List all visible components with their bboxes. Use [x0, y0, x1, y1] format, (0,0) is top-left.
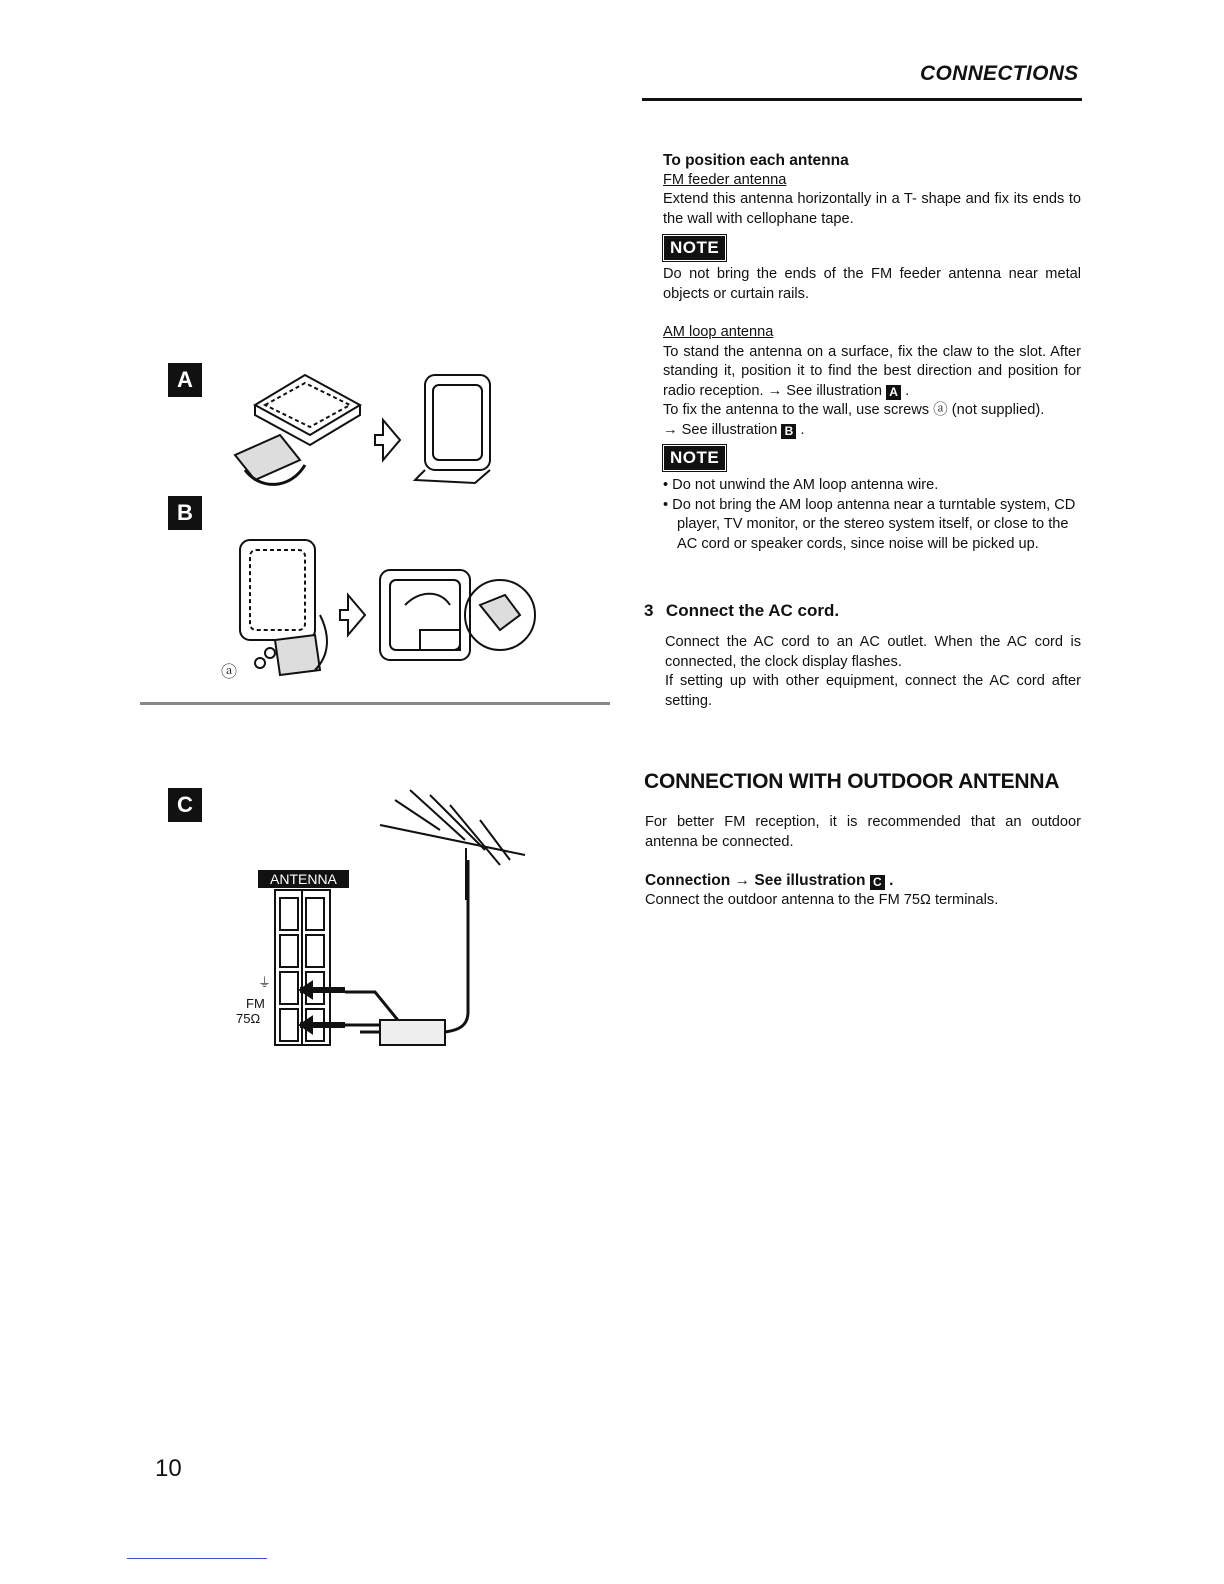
am-subheading: AM loop antenna — [663, 324, 774, 340]
note-2 — [663, 476, 1081, 554]
connection-label-text: Connection → See illustration — [645, 872, 866, 889]
step-number: 3 — [644, 601, 654, 620]
figure-divider — [140, 702, 610, 705]
connection-block — [645, 871, 1081, 910]
fm-text: Extend this antenna horizontally in a T- shape and fix its ends to the wall with cellophane tape. — [663, 191, 1081, 227]
ref-illustration-a: A — [886, 385, 901, 400]
step-3-body — [665, 633, 1081, 711]
note-label: NOTE — [664, 236, 725, 260]
note-2-list — [663, 476, 1081, 554]
footer-rule — [127, 1558, 267, 1559]
connection-label: Connection → See illustration C . — [645, 872, 894, 889]
note-badge-2 — [664, 446, 725, 470]
am-text-3: → See illustration B . — [663, 421, 805, 438]
connection-text: Connect the outdoor antenna to the FM 75Ω terminals. — [645, 891, 999, 908]
loop-antenna-base — [255, 375, 360, 435]
outdoor-intro-text: For better FM reception, it is recommended that an outdoor antenna be connected. — [645, 814, 1081, 850]
screw-marker: ⓐ — [221, 664, 238, 681]
position-section — [663, 151, 1081, 229]
am-text-3-body: → See illustration — [663, 421, 778, 438]
am-text-1: To stand the antenna on a surface, fix the claw to the slot. After standing it, position it to find the best direction and position for radio reception. → See illustration A . — [663, 343, 1081, 399]
step-3-text-2: If setting up with other equipment, connect the AC cord after setting. — [665, 673, 1081, 709]
step-3-text-1: Connect the AC cord to an AC outlet. When the AC cord is connected, the clock display flashes. — [665, 634, 1081, 670]
illustration-a — [220, 365, 510, 495]
fm-subheading: FM feeder antenna — [663, 171, 787, 188]
ground-symbol: ⏚ — [258, 975, 272, 990]
page-header-title: CONNECTIONS — [920, 62, 1079, 85]
fm-terminal-label: FM — [246, 996, 265, 1011]
position-heading: To position each antenna — [663, 152, 849, 169]
figure-label-c: C — [169, 789, 201, 821]
am-text-2: To fix the antenna to the wall, use screws ⓐ (not supplied). — [663, 402, 1045, 418]
illustration-c — [240, 780, 570, 1060]
page-number: 10 — [155, 1455, 182, 1482]
figure-label-a: A — [169, 364, 201, 396]
am-text-1-body: To stand the antenna on a surface, fix the claw to the slot. After standing it, position it to find the best direction and position for radio reception. → See illustration — [663, 343, 1081, 399]
step-title: Connect the AC cord. — [665, 601, 840, 620]
antenna-panel-label: ANTENNA — [258, 870, 349, 888]
fm-impedance-label: 75Ω — [236, 1011, 261, 1026]
am-section — [663, 323, 1081, 440]
note-2-bullet-2: • Do not bring the AM loop antenna near a turntable system, CD player, TV monitor, or the stereo system itself, or close to the AC cord or speaker cords, since noise will be picked up. — [663, 496, 1076, 552]
illustration-b — [215, 535, 545, 685]
step-3-heading — [644, 601, 839, 621]
figure-label-b: B — [169, 497, 201, 529]
note-1-text: Do not bring the ends of the FM feeder antenna near metal objects or curtain rails. — [663, 266, 1081, 302]
ref-illustration-b: B — [781, 424, 796, 439]
outdoor-antenna-heading: CONNECTION WITH OUTDOOR ANTENNA — [644, 770, 1060, 793]
note-badge-1 — [664, 236, 725, 260]
note-1 — [663, 265, 1081, 304]
header-rule — [642, 98, 1082, 101]
ref-illustration-c: C — [870, 875, 885, 890]
note-2-bullet-1: • Do not unwind the AM loop antenna wire. — [663, 477, 939, 493]
note-label: NOTE — [664, 446, 725, 470]
outdoor-intro — [645, 813, 1081, 852]
